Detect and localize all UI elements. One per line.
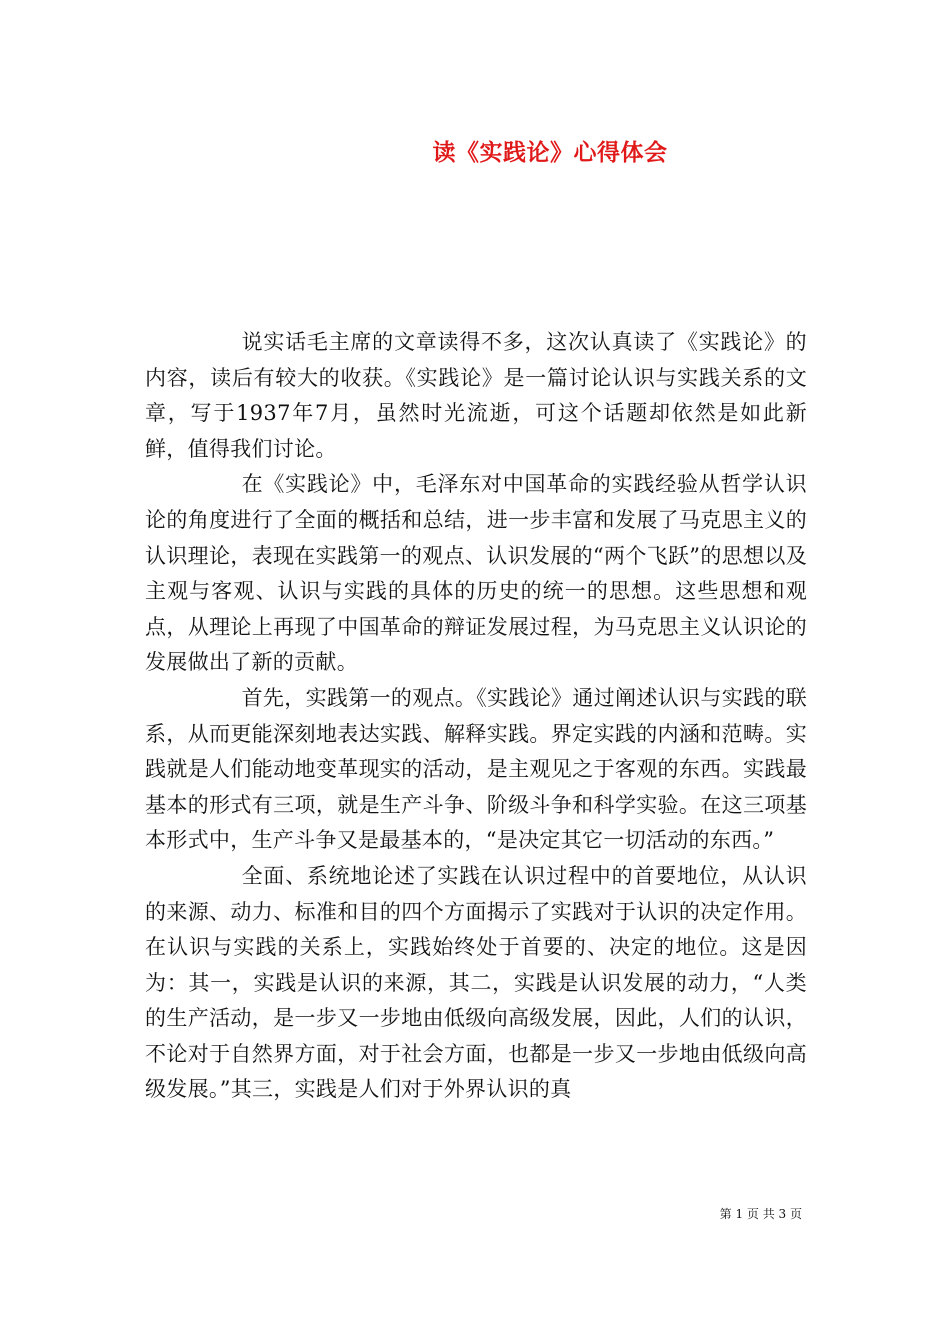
document-title: 读《实践论》心得体会 <box>432 139 668 166</box>
paragraph-4: 全面、系统地论述了实践在认识过程中的首要地位，从认识的来源、动力、标准和目的四个方面揭示了实践对于认识的决定作用。在认识与实践的关系上，实践始终处于首要的、决定的地位。这是因为：其一，实践是认识的来源，其二，实践是认识发展的动力，“人类的生产活动，是一步又一步地由低级向高级发展，因此，人们的认识，不论对于自然界方面，对于社会方面，也都是一步又一步地由低级向高级发展。”其三，实践是人们对于外界认识的真 <box>145 863 807 1102</box>
paragraph-1: 说实话毛主席的文章读得不多，这次认真读了《实践论》的内容，读后有较大的收获。《实践论》是一篇讨论认识与实践关系的文章，写于1937年7月，虽然时光流逝，可这个话题却依然是如此新鲜，值得我们讨论。 <box>145 330 807 461</box>
paragraph-3: 首先，实践第一的观点。《实践论》通过阐述认识与实践的联系，从而更能深刻地表达实践、解释实践。界定实践的内涵和范畴。实践就是人们能动地变革现实的活动，是主观见之于客观的东西。实践最基本的形式有三项，就是生产斗争、阶级斗争和科学实验。在这三项基本形式中，生产斗争又是最基本的，“是决定其它一切活动的东西。” <box>145 685 807 853</box>
paragraph-2: 在《实践论》中，毛泽东对中国革命的实践经验从哲学认识论的角度进行了全面的概括和总结，进一步丰富和发展了马克思主义的认识理论，表现在实践第一的观点、认识发展的“两个飞跃”的思想以及主观与客观、认识与实践的具体的历史的统一的思想。这些思想和观点，从理论上再现了中国革命的辩证发展过程，为马克思主义认识论的发展做出了新的贡献。 <box>145 472 807 675</box>
document-body <box>145 325 807 1108</box>
page-number-footer: 第 1 页 共 3 页 <box>719 1207 802 1221</box>
